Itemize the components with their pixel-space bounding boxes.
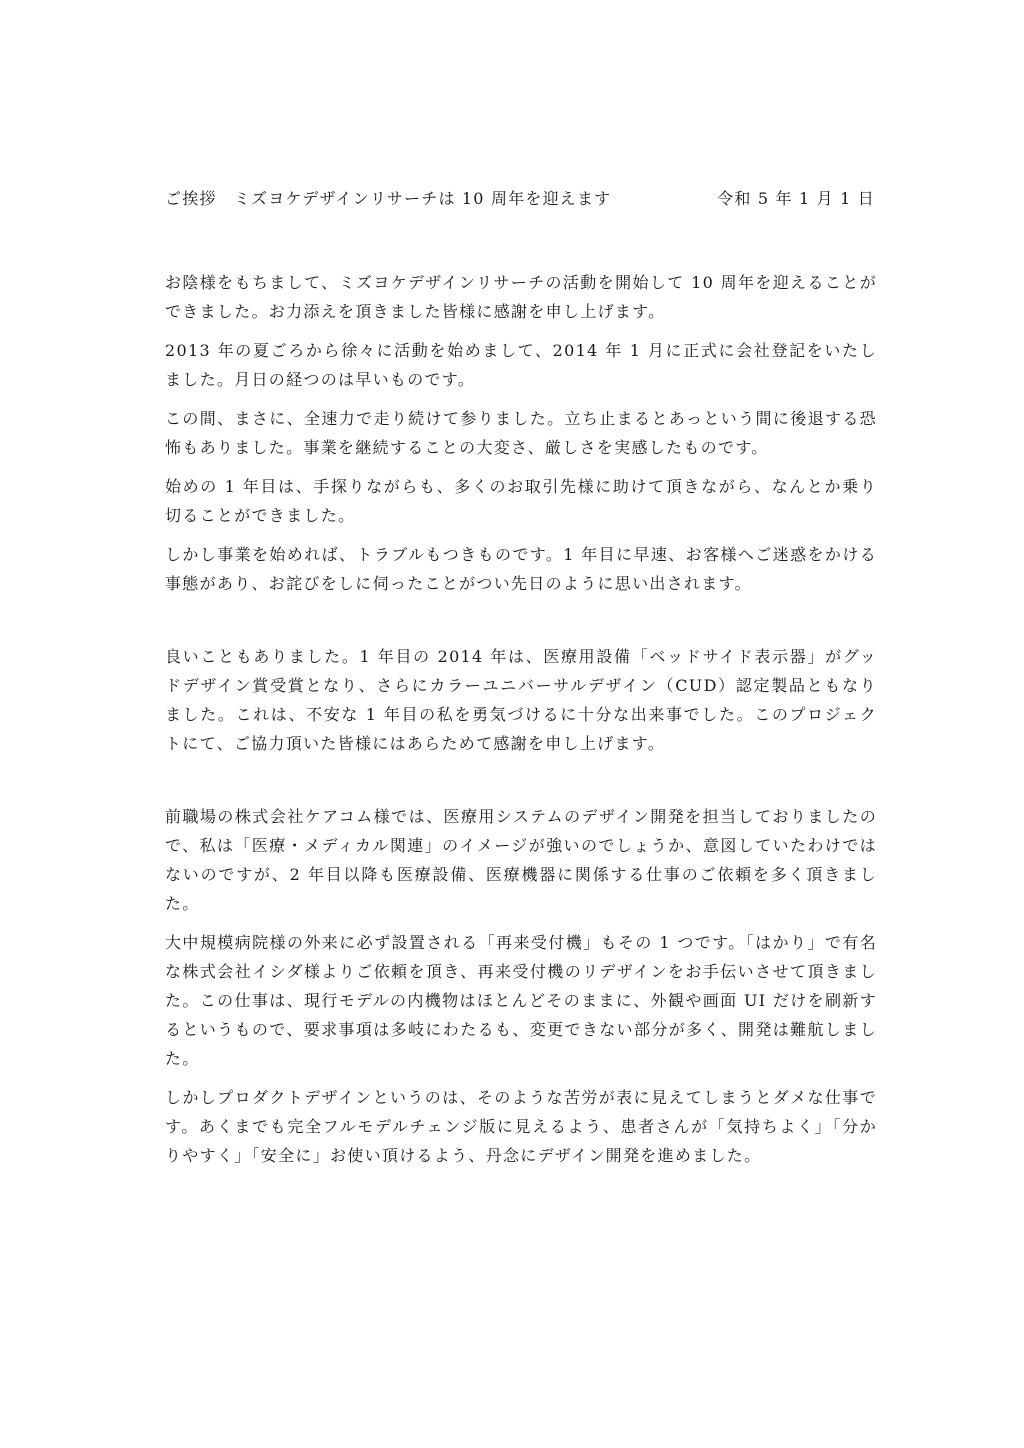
paragraph-founding: 2013 年の夏ごろから徐々に活動を始めまして、2014 年 1 月に正式に会社登記をいたしました。月日の経つのは早いものです。: [165, 341, 877, 389]
paragraph-trouble: しかし事業を始めれば、トラブルもつきものです。1 年目に早速、お客様へご迷惑をかける事態があり、お詫びをしに伺ったことがつい先日のように思い出されます。: [165, 545, 877, 593]
paragraph-product-design: しかしプロダクトデザインというのは、そのような苦労が表に見えてしまうとダメな仕事です。あくまでも完全フルモデルチェンジ版に見えるよう、患者さんが「気持ちよく」「分かりやすく」「安全に」お使い頂けるよう、丹念にデザイン開発を進めました。: [165, 1088, 877, 1165]
paragraph-first-year: 始めの 1 年目は、手探りながらも、多くのお取引先様に助けて頂きながら、なんとか乗り切ることができました。: [165, 477, 877, 525]
document-header: [165, 186, 875, 216]
paragraph-good-design-award: 良いこともありました。1 年目の 2014 年は、医療用設備「ベッドサイド表示器」がグッドデザイン賞受賞となり、さらにカラーユニバーサルデザイン（CUD）認定製品ともなりました。これは、不安な 1 年目の私を勇気づけるに十分な出来事でした。このプロジェクトにて、ご協力頂いた皆様にはあらためて感謝を申し上げます。: [165, 647, 877, 753]
paragraph-full-speed: この間、まさに、全速力で走り続けて参りました。立ち止まるとあっという間に後退する恐怖もありました。事業を継続することの大変さ、厳しさを実感したものです。: [165, 409, 877, 457]
paragraph-anniversary: お陰様をもちまして、ミズヨケデザインリサーチの活動を開始して 10 周年を迎えることができました。お力添えを頂きました皆様に感謝を申し上げます。: [165, 273, 877, 321]
paragraph-reception-machine: 大中規模病院様の外来に必ず設置される「再来受付機」もその 1 つです。「はかり」で有名な株式会社イシダ様よりご依頼を頂き、再来受付機のリデザインをお手伝いさせて頂きました。この仕事は、現行モデルの内機物はほとんどそのままに、外観や画面 UI だけを刷新するというもので、要求事項は多岐にわたるも、変更できない部分が多く、開発は難航しました。: [165, 933, 877, 1068]
document-date: 令和 5 年 1 月 1 日: [717, 189, 875, 208]
greeting-title: ご挨拶 ミズヨケデザインリサーチは 10 周年を迎えます: [165, 189, 612, 208]
letter-body: [165, 268, 877, 1170]
paragraph-previous-job: 前職場の株式会社ケアコム様では、医療用システムのデザイン開発を担当しておりましたので、私は「医療・メディカル関連」のイメージが強いのでしょうか、意図していたわけではないのですが、2 年目以降も医療設備、医療機器に関係する仕事のご依頼を多く頂きました。: [165, 807, 877, 913]
